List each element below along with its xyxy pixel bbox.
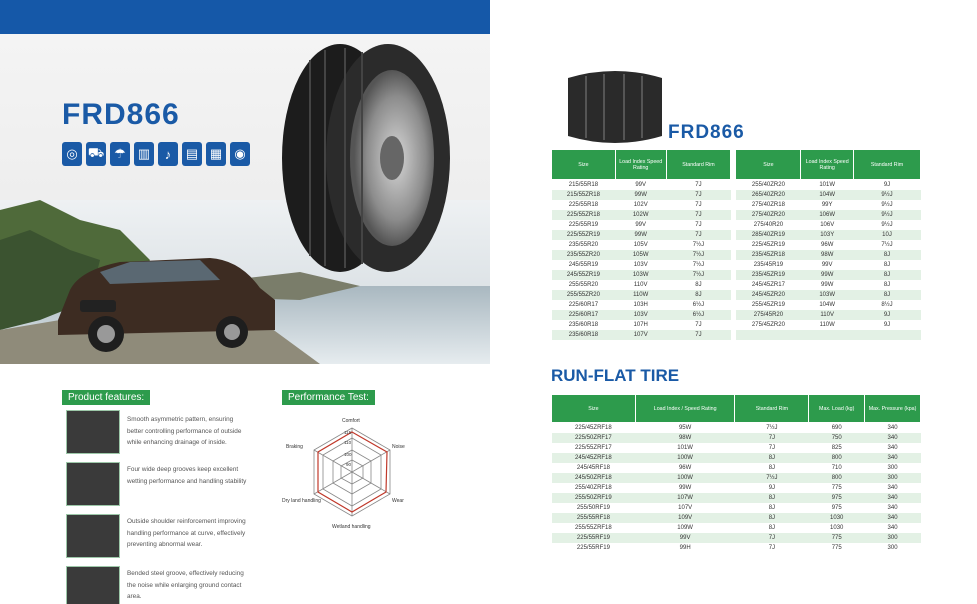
table-cell: 225/55R19 — [568, 222, 599, 228]
tread-icon: ▥ — [134, 142, 154, 166]
table-cell: 7½J — [735, 473, 809, 483]
table-cell: 275/40R20 — [753, 222, 784, 228]
table-cell: 7J — [666, 210, 731, 220]
table-cell: 7J — [768, 545, 776, 551]
axis-label: Dry land handling — [282, 498, 321, 504]
table-cell: 7J — [735, 433, 809, 443]
table-cell: 975 — [809, 493, 865, 503]
table-cell: 101W — [819, 182, 836, 188]
table-row — [552, 513, 921, 523]
col-header: Load Index Speed Rating — [801, 150, 854, 180]
spec-table — [551, 149, 921, 340]
table-cell: 99Y — [821, 202, 833, 208]
table-row — [552, 280, 921, 290]
table-cell: 300 — [865, 473, 921, 483]
table-cell: 9J — [854, 310, 921, 320]
table-cell: 225/50ZRF17 — [552, 433, 636, 443]
table-cell: 7½J — [666, 250, 731, 260]
grip-icon: ▤ — [182, 142, 202, 166]
table-cell: 9J — [883, 182, 891, 188]
table-cell: 105W — [615, 250, 666, 260]
table-cell: 110V — [633, 282, 648, 288]
scale-label: 90 — [346, 462, 352, 467]
table-cell: 107H — [633, 322, 648, 328]
table-cell: 215/55R18 — [568, 182, 599, 188]
table-cell: 225/55ZR18 — [552, 210, 616, 220]
table-row — [552, 190, 921, 200]
table-cell: 8J — [735, 453, 809, 463]
table-cell: 99V — [821, 262, 833, 268]
table-cell: 340 — [887, 505, 898, 511]
table-cell: 7½J — [766, 425, 778, 431]
table-row — [552, 300, 921, 310]
table-cell — [801, 330, 854, 340]
table-cell: 245/50ZRF18 — [552, 473, 636, 483]
table-cell: 103W — [801, 290, 854, 300]
runflat-table — [551, 394, 921, 553]
table-cell: 9J — [883, 322, 891, 328]
table-cell: 255/55ZR20 — [552, 290, 616, 300]
table-row — [552, 200, 921, 210]
col-header: Size — [552, 150, 616, 180]
table-row — [552, 523, 921, 533]
table-cell: 8J — [735, 493, 809, 503]
table-cell: 8J — [768, 525, 776, 531]
sound-icon: ♪ — [158, 142, 178, 166]
table-cell: 103Y — [801, 230, 854, 240]
col-header: Size — [552, 395, 636, 423]
tire-icon: ◎ — [62, 142, 82, 166]
table-cell: 9½J — [881, 202, 893, 208]
feature-text-4: Bended steel groove, effectively reducing the noise while enlarging ground contact area. — [127, 570, 244, 600]
features-header: Product features: — [62, 390, 150, 405]
table-row — [552, 330, 921, 340]
table-cell: 9½J — [881, 222, 893, 228]
table-cell: 103H — [633, 302, 648, 308]
rain-icon: ☂ — [110, 142, 130, 166]
table-cell: 775 — [831, 485, 842, 491]
table-cell: 8J — [768, 505, 776, 511]
table-cell: 255/45ZR19 — [751, 302, 785, 308]
table-cell: 225/55RF19 — [576, 545, 610, 551]
table-cell: 235/45ZR18 — [736, 250, 801, 260]
table-cell: 245/45ZRF18 — [552, 453, 636, 463]
table-cell: 110V — [801, 310, 854, 320]
table-cell: 275/40ZR18 — [751, 202, 785, 208]
tread-pattern-image — [66, 410, 120, 454]
table-cell: 99V — [635, 182, 647, 188]
table-cell: 340 — [887, 425, 898, 431]
wear-icon: ◉ — [230, 142, 250, 166]
table-cell: 7½J — [666, 270, 731, 280]
table-cell: 98W — [801, 250, 854, 260]
table-cell: 225/55RF19 — [552, 533, 636, 543]
car-icon: ⛟ — [86, 142, 106, 166]
table-cell: 275/45R20 — [736, 310, 801, 320]
table-cell: 245/55ZR19 — [552, 270, 616, 280]
table-cell: 255/50RF19 — [576, 505, 610, 511]
axis-label: Braking — [286, 444, 303, 450]
table-cell: 99H — [679, 545, 691, 551]
table-row — [552, 270, 921, 280]
tire-image — [270, 40, 460, 275]
table-cell: 104W — [819, 302, 836, 308]
table-cell: 225/55R18 — [568, 202, 599, 208]
brake-icon: ▦ — [206, 142, 226, 166]
axis-label: Comfort — [342, 418, 360, 424]
table-cell: 103W — [615, 270, 666, 280]
table-cell: 245/55R19 — [568, 262, 599, 268]
tread-image — [566, 70, 664, 144]
table-cell: 800 — [809, 453, 865, 463]
table-cell: 9½J — [854, 210, 921, 220]
axis-label: Wetland handling — [332, 524, 371, 530]
table-cell: 8J — [854, 270, 921, 280]
table-cell: 107V — [615, 330, 666, 340]
table-row — [552, 473, 921, 483]
table-row — [552, 503, 921, 513]
table-cell: 225/45ZRF18 — [575, 425, 612, 431]
table-row — [552, 433, 921, 443]
table-cell: 225/60R17 — [568, 302, 599, 308]
table-cell: 235/60R18 — [552, 330, 616, 340]
table-cell: 100W — [635, 453, 735, 463]
table-cell: 106W — [801, 210, 854, 220]
table-cell: 99V — [635, 222, 647, 228]
table-cell: 275/45ZR20 — [751, 322, 785, 328]
table-cell: 99W — [615, 190, 666, 200]
table-row — [552, 230, 921, 240]
table-cell: 95W — [678, 425, 692, 431]
table-cell: 235/55R20 — [568, 242, 599, 248]
table-row — [552, 240, 921, 250]
table-cell: 8J — [883, 262, 891, 268]
table-cell: 100W — [635, 473, 735, 483]
top-bar — [0, 0, 490, 34]
table-cell: 96W — [678, 465, 692, 471]
table-cell: 235/60R18 — [568, 322, 599, 328]
table-cell: 825 — [831, 445, 842, 451]
table-row — [552, 423, 921, 434]
table-row — [552, 310, 921, 320]
table-cell: 99W — [678, 485, 692, 491]
scale-label: 110 — [344, 440, 352, 445]
table-cell: 225/55ZRF17 — [575, 445, 612, 451]
table-cell — [854, 330, 921, 340]
tread-pattern-image — [66, 462, 120, 506]
col-header: Standard Rim — [666, 150, 731, 180]
table-cell: 7½J — [881, 242, 893, 248]
table-cell: 10J — [854, 230, 921, 240]
table-cell: 8J — [883, 282, 891, 288]
table-cell: 690 — [831, 425, 842, 431]
tread-pattern-image — [66, 514, 120, 558]
performance-header: Performance Test: — [282, 390, 375, 405]
table-cell: 7J — [768, 445, 776, 451]
table-cell: 102V — [633, 202, 648, 208]
table-row — [552, 210, 921, 220]
table-cell: 7J — [666, 330, 731, 340]
table-cell: 109V — [635, 513, 735, 523]
table-cell: 245/45ZR17 — [751, 282, 785, 288]
axis-label: Wear — [392, 498, 404, 504]
table-cell — [736, 330, 801, 340]
table-cell: 9J — [768, 485, 776, 491]
table-cell: 107W — [635, 493, 735, 503]
table-cell: 340 — [865, 513, 921, 523]
table-cell: 110W — [819, 322, 835, 328]
table-cell: 8J — [768, 465, 776, 471]
table-cell: 102W — [615, 210, 666, 220]
table-cell: 225/55ZR19 — [552, 230, 616, 240]
table-cell: 9½J — [854, 190, 921, 200]
table-row — [552, 180, 921, 191]
feature-text-2: Four wide deep grooves keep excellent wetting performance and handling stability — [127, 466, 247, 485]
table-cell: 7½J — [692, 242, 705, 248]
table-cell: 7J — [666, 230, 731, 240]
col-header: Max. Load (kg) — [809, 395, 865, 423]
table-cell: 265/40ZR20 — [736, 190, 801, 200]
table-row — [552, 463, 921, 473]
table-cell: 7J — [666, 190, 731, 200]
col-header: Standard Rim — [854, 150, 921, 180]
spec-title: FRD866 — [668, 122, 745, 143]
table-row — [552, 533, 921, 543]
table-cell: 8J — [854, 250, 921, 260]
table-cell: 7J — [695, 322, 702, 328]
table-cell: 245/45ZR20 — [736, 290, 801, 300]
table-cell: 8J — [735, 513, 809, 523]
table-cell: 107V — [678, 505, 693, 511]
table-cell: 285/40ZR19 — [736, 230, 801, 240]
table-cell: 255/40ZRF18 — [575, 485, 612, 491]
table-cell: 340 — [887, 485, 898, 491]
table-cell: 225/60R17 — [552, 310, 616, 320]
table-row — [552, 220, 921, 230]
scale-label: 115 — [344, 430, 352, 435]
tread-pattern-image — [66, 566, 120, 604]
performance-radar-chart — [282, 410, 432, 550]
table-cell: 99V — [635, 533, 735, 543]
table-cell: 7½J — [692, 262, 705, 268]
table-cell: 104W — [801, 190, 854, 200]
table-cell: 245/45RF18 — [576, 465, 610, 471]
table-cell: 106V — [820, 222, 835, 228]
table-cell: 103V — [633, 262, 648, 268]
table-cell: 300 — [865, 533, 921, 543]
table-cell: 7J — [695, 222, 702, 228]
table-row — [552, 483, 921, 493]
table-row — [552, 250, 921, 260]
table-cell: 6½J — [666, 310, 731, 320]
model-title: FRD866 — [62, 98, 180, 131]
table-cell: 1030 — [830, 525, 844, 531]
table-cell: 340 — [865, 453, 921, 463]
table-row — [552, 260, 921, 270]
col-header: Standard Rim — [735, 395, 809, 423]
table-cell: 6½J — [692, 302, 705, 308]
table-cell: 110W — [615, 290, 666, 300]
table-cell: 8½J — [881, 302, 893, 308]
table-cell: 710 — [831, 465, 842, 471]
table-cell: 99W — [801, 270, 854, 280]
table-cell: 300 — [887, 545, 898, 551]
table-cell: 1030 — [809, 513, 865, 523]
table-row — [552, 453, 921, 463]
table-cell: 109W — [677, 525, 693, 531]
table-row — [552, 543, 921, 553]
feature-text-3: Outside shoulder reinforcement improving handling performance at curve, effectively preventing abnormal wear. — [127, 518, 246, 548]
table-row — [552, 493, 921, 503]
table-cell: 235/55ZR20 — [552, 250, 616, 260]
table-cell: 750 — [809, 433, 865, 443]
runflat-title: RUN-FLAT TIRE — [551, 366, 680, 385]
table-cell: 975 — [831, 505, 842, 511]
table-row — [552, 290, 921, 300]
table-row — [552, 443, 921, 453]
col-header: Size — [736, 150, 801, 180]
col-header: Load Index Speed Rating — [615, 150, 666, 180]
table-cell: 775 — [809, 533, 865, 543]
scale-label: 100 — [344, 452, 352, 457]
table-cell: 101W — [677, 445, 693, 451]
table-cell: 775 — [831, 545, 842, 551]
table-cell: 215/55ZR18 — [552, 190, 616, 200]
table-cell: 7J — [735, 533, 809, 543]
table-cell: 7J — [695, 202, 702, 208]
table-cell: 98W — [635, 433, 735, 443]
axis-label: Noise — [392, 444, 405, 450]
table-cell: 8J — [854, 290, 921, 300]
table-cell: 255/55RF18 — [552, 513, 636, 523]
table-cell: 103V — [615, 310, 666, 320]
table-cell: 235/45R19 — [753, 262, 784, 268]
table-cell: 105V — [633, 242, 648, 248]
table-cell: 300 — [887, 465, 898, 471]
feature-icons — [62, 142, 250, 166]
table-cell: 99W — [821, 282, 834, 288]
table-cell: 275/40ZR20 — [736, 210, 801, 220]
table-cell: 8J — [666, 290, 731, 300]
table-cell: 8J — [695, 282, 702, 288]
table-cell: 7J — [695, 182, 702, 188]
col-header: Max. Pressure (kpa) — [865, 395, 921, 423]
col-header: Load Index / Speed Rating — [635, 395, 735, 423]
table-cell: 340 — [887, 525, 898, 531]
table-cell: 340 — [865, 493, 921, 503]
feature-text-1: Smooth asymmetric pattern, ensuring better controlling performance of outside while enhancing drainage of inside. — [127, 416, 242, 446]
table-cell: 340 — [865, 433, 921, 443]
table-cell: 96W — [821, 242, 834, 248]
table-cell: 99W — [615, 230, 666, 240]
table-cell: 225/45ZR19 — [751, 242, 785, 248]
table-cell: 340 — [887, 445, 898, 451]
table-row — [552, 320, 921, 330]
table-cell: 255/55R20 — [568, 282, 599, 288]
table-cell: 255/55ZRF18 — [575, 525, 612, 531]
table-cell: 235/45ZR19 — [736, 270, 801, 280]
table-cell: 255/40ZR20 — [751, 182, 785, 188]
table-cell: 255/50ZRF19 — [552, 493, 636, 503]
table-cell: 800 — [809, 473, 865, 483]
